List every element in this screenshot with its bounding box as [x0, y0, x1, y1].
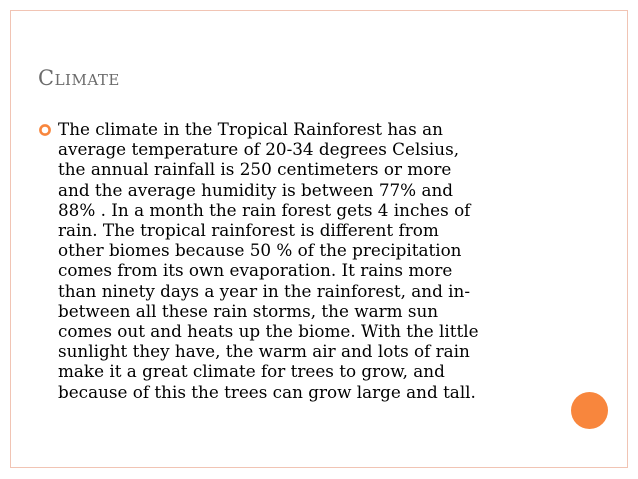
bullet-line: because of this the trees can grow large and tall.	[58, 381, 476, 402]
bullet-line: and the average humidity is between 77% and	[58, 179, 454, 200]
bullet-line: other biomes because 50 % of the precipitation	[58, 240, 462, 261]
bullet-list	[38, 119, 578, 402]
bullet-line: comes from its own evaporation. It rains more	[58, 260, 453, 281]
bullet-line: 88% . In a month the rain forest gets 4 inches of	[58, 199, 471, 220]
hollow-circle-bullet-icon	[38, 123, 52, 137]
bullet-line: sunlight they have, the warm air and lots of rain	[58, 341, 470, 362]
orange-circle-decoration	[571, 392, 608, 429]
bullet-line: average temperature of 20-34 degrees Celsius,	[58, 139, 460, 160]
bullet-line: comes out and heats up the biome. With the little	[58, 321, 479, 342]
bullet-line: than ninety days a year in the rainforest, and in-	[58, 280, 471, 301]
bullet-line: between all these rain storms, the warm sun	[58, 300, 439, 321]
slide-title	[38, 66, 120, 90]
bullet-line: rain. The tropical rainforest is different from	[58, 220, 439, 241]
bullet-line: make it a great climate for trees to grow, and	[58, 361, 445, 382]
bullet-line: The climate in the Tropical Rainforest has an	[58, 119, 443, 139]
slide-title-text: Climate	[38, 66, 120, 90]
bullet-paragraph	[58, 119, 578, 402]
bullet-line: the annual rainfall is 250 centimeters or more	[58, 159, 452, 180]
